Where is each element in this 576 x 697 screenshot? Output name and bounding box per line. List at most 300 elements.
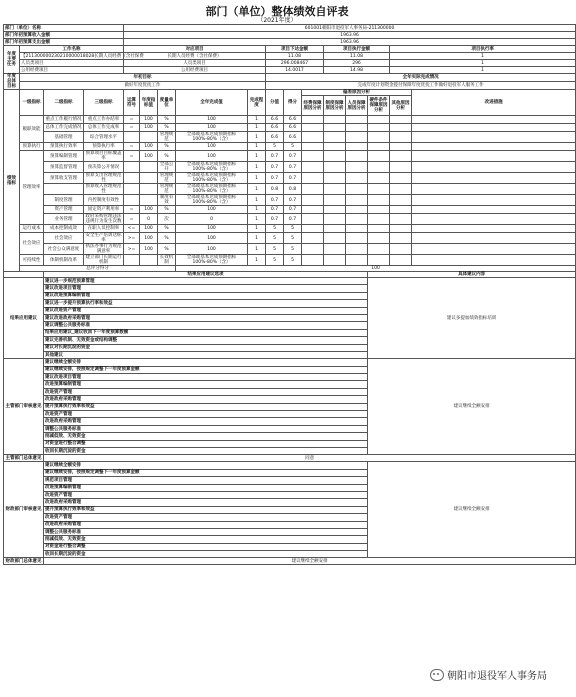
indicator-deviation-cell [346, 151, 368, 162]
indicator-score: 0.8 [284, 184, 302, 195]
indicator-measure-cell [412, 214, 576, 225]
indicator-measure-cell [412, 225, 576, 233]
indicator-l3: 固定资产利用率 [84, 206, 124, 214]
indicator-actual: 全部或基本达成预期指标100%-80%（含） [176, 132, 248, 143]
task-row [4, 60, 576, 67]
indicator-actual: 0 [176, 214, 248, 225]
goal-plan-header: 年初目标 [20, 74, 266, 82]
indicator-deviation-cell [346, 233, 368, 244]
suggestion-option: 改进政府采购管理 [44, 396, 368, 403]
indicator-target [140, 173, 158, 184]
suggestion-content: 建议继续全额安排 [368, 359, 576, 455]
indicator-measure-cell [412, 151, 576, 162]
suggestion-option: 结果应用建议_建议收回下一年度预算数额 [44, 329, 368, 336]
info-row [4, 39, 576, 46]
task-header: 工作名称 [20, 46, 124, 53]
indicator-l2: 社会效应 [44, 233, 84, 244]
indicator-weight: 5 [266, 244, 284, 255]
task-cell-issued: 14.0017 [266, 67, 324, 74]
indicator-deviation-cell [368, 255, 390, 266]
indicator-deviation-cell [324, 151, 346, 162]
indicator-measure-cell [412, 143, 576, 151]
indicator-l2 [44, 184, 84, 195]
suggestion-option: 建议继续安排，按照规定调整下一年度预算金额 [44, 469, 368, 476]
info-row [4, 25, 576, 32]
indicator-header-d3: 人员保障原因分析 [346, 96, 368, 116]
indicator-deviation-cell [346, 162, 368, 173]
indicator-unit: 全部公开 [158, 162, 176, 173]
indicator-l3: 预算支出管理规范性 [85, 173, 122, 183]
indicator-target [140, 255, 158, 266]
indicator-op: <= [124, 225, 140, 233]
indicator-deviation-cell [346, 244, 368, 255]
indicator-l2: 社会公众满意度 [44, 244, 84, 255]
indicator-deviation-cell [390, 184, 412, 195]
indicator-row [4, 214, 576, 225]
indicator-l1: 预算执行 [20, 143, 44, 151]
task-header: 项目执行金额 [324, 46, 390, 53]
indicator-ratio: 1 [248, 151, 266, 162]
indicator-unit: 管理规范 [158, 173, 176, 184]
indicator-actual: 全部或基本达成预期指标100%-80%（含） [176, 162, 248, 173]
indicator-score: 5 [284, 143, 302, 151]
indicator-score: 0.7 [284, 151, 302, 162]
indicator-score: 0.7 [284, 195, 302, 206]
indicator-row [4, 132, 576, 143]
indicator-actual: 100 [176, 124, 248, 132]
indicator-deviation-cell [302, 143, 324, 151]
indicator-l3: 综合管理水平 [84, 132, 124, 143]
indicator-deviation-cell [302, 233, 324, 244]
suggestion-option: 建议继续全额安排 [44, 359, 368, 366]
indicator-measure-cell [412, 162, 576, 173]
indicator-unit: % [158, 116, 176, 124]
indicator-score: 6.6 [284, 116, 302, 124]
suggestion-option: 建议改进预算编制管理 [44, 292, 368, 299]
indicator-unit: 管理规范 [158, 132, 176, 143]
info-label: 部门年初预算收入金额 [4, 32, 124, 39]
indicator-weight: 0.7 [266, 151, 284, 162]
indicator-op: = [124, 214, 140, 225]
indicator-l3: 总体工作完成率 [84, 124, 124, 132]
indicator-target: 100 [140, 116, 158, 124]
indicator-deviation-cell [302, 124, 324, 132]
indicator-weight: 6.6 [266, 124, 284, 132]
indicator-row [4, 162, 576, 173]
indicator-ratio: 1 [248, 214, 266, 225]
indicator-target: 100 [140, 143, 158, 151]
indicator-deviation-cell [368, 233, 390, 244]
task-section-label: 年度主要任务 [4, 46, 20, 74]
indicator-deviation-cell [324, 206, 346, 214]
indicator-deviation-cell [390, 151, 412, 162]
indicator-header-weight: 分值 [266, 90, 284, 116]
suggestion-option: 建议继续全额安排 [44, 462, 368, 469]
indicator-actual: 100 [176, 244, 248, 255]
indicator-unit: 长效机制 [158, 255, 176, 266]
indicator-deviation-cell [324, 255, 346, 266]
indicator-op: = [124, 151, 140, 162]
suggestion-option: 收回长期沉淀的资金 [44, 551, 368, 558]
indicator-deviation-cell [302, 214, 324, 225]
indicator-actual: 100 [176, 206, 248, 214]
indicator-ratio: 1 [248, 255, 266, 266]
indicator-unit: % [158, 225, 176, 233]
task-cell-name: 【211300000230210000018028长期人员经费（含社保费 [21, 53, 144, 59]
suggestion-row [4, 462, 576, 469]
indicator-measure-cell [412, 173, 576, 184]
indicator-deviation-cell [324, 124, 346, 132]
indicator-ratio: 1 [248, 244, 266, 255]
indicator-deviation-cell [390, 206, 412, 214]
suggestion-option: 改进政府采购管理 [44, 499, 368, 506]
watermark-text: 朝阳市退役军人事务局 [447, 671, 547, 682]
indicator-deviation-cell [324, 116, 346, 124]
indicator-op: >= [124, 244, 140, 255]
indicator-actual: 100 [176, 225, 248, 233]
indicator-l2: 预算监督管理 [44, 162, 84, 173]
task-cell-issued: 11.08 [266, 53, 324, 60]
indicator-row [4, 143, 576, 151]
indicator-measure-cell [412, 132, 576, 143]
indicator-score: 5 [284, 244, 302, 255]
indicator-deviation-cell [390, 143, 412, 151]
indicator-header-l2: 二级指标 [44, 90, 84, 116]
indicator-deviation-cell [368, 225, 390, 233]
indicator-op: >= [124, 233, 140, 244]
indicator-target: 100 [140, 244, 158, 255]
indicator-weight: 6.6 [266, 116, 284, 124]
indicator-deviation-cell [346, 124, 368, 132]
suggestion-header-options: 结果应用建议选项 [44, 272, 368, 278]
suggestion-option: 调整公共服务标准 [44, 528, 368, 535]
indicator-l3: 重点工作办结率 [84, 116, 124, 124]
suggestion-option: 建议进一步提升预算执行率和效益 [44, 300, 368, 307]
indicator-l3: 建立部门长期运行机制 [85, 255, 122, 265]
indicator-l3: 预算项目目标覆盖率 [85, 151, 122, 161]
suggestion-option: 改进资产管理 [44, 388, 368, 395]
indicator-measure-cell [412, 124, 576, 132]
indicator-header-row [4, 90, 576, 96]
task-cell-executed: 11.08 [324, 53, 390, 60]
goal-actual-header: 全年实际完成情况 [266, 74, 576, 82]
indicator-weight: 0.7 [266, 173, 284, 184]
indicator-header-measure: 改进措施 [412, 90, 576, 116]
indicator-l1: 履职效能 [20, 116, 44, 143]
indicator-target: 100 [140, 151, 158, 162]
suggestion-option: 改进资产管理 [44, 514, 368, 521]
indicator-deviation-cell [346, 132, 368, 143]
indicator-score: 0.7 [284, 173, 302, 184]
indicator-score: 6.6 [284, 124, 302, 132]
indicator-l3: 政府采购管理违法违规行为发生次数 [85, 214, 122, 224]
indicator-deviation-cell [368, 184, 390, 195]
indicator-row [4, 225, 576, 233]
indicator-l1: 可持续性 [20, 255, 44, 266]
evaluation-table [3, 24, 576, 565]
indicator-deviation-cell [368, 162, 390, 173]
indicator-l3: 内控制度有效性 [84, 195, 124, 206]
indicator-l3: 在职人员控制率 [84, 225, 124, 233]
suggestion-section-label: 结果应用建议 [4, 278, 44, 359]
indicator-deviation-cell [390, 244, 412, 255]
suggestion-option: 调整公共服务标准 [44, 425, 368, 432]
indicator-l2: 体制机制改革 [44, 255, 84, 266]
indicator-header-actual: 全年完成值 [176, 90, 248, 116]
task-cell-name: 公用经费项目 [20, 67, 124, 74]
suggestion-option: 提升预算执行效率和效益 [44, 506, 368, 513]
indicator-l3: 预决算公开情况 [84, 162, 124, 173]
task-cell-executed: 14.98 [324, 67, 390, 74]
indicator-l2: 预算编制管理 [44, 151, 84, 162]
indicator-header-ratio: 完成程度 [248, 90, 266, 116]
indicator-target [140, 132, 158, 143]
indicator-row [4, 244, 576, 255]
suggestion-option: 建议改进资产管理 [44, 307, 368, 314]
indicator-deviation-cell [302, 206, 324, 214]
indicator-deviation-cell [390, 162, 412, 173]
indicator-deviation-cell [324, 244, 346, 255]
suggestion-option: 改进预算编制管理 [44, 381, 368, 388]
indicator-l1: 管理效率 [20, 151, 44, 225]
indicator-weight: 0.8 [266, 184, 284, 195]
indicator-target: 100 [140, 225, 158, 233]
indicator-weight: 0.7 [266, 195, 284, 206]
indicator-ratio: 1 [248, 173, 266, 184]
suggestion-section-label: 财政部门总体意见 [5, 558, 42, 564]
goal-plan-text: 做好年度优抚工作 [20, 82, 266, 90]
indicator-score: 0.7 [284, 206, 302, 214]
indicator-score: 5 [284, 255, 302, 266]
indicator-row [4, 233, 576, 244]
info-value: 1963.96 [124, 39, 576, 46]
indicator-header-l3: 三级指标 [84, 90, 124, 116]
indicator-unit: % [158, 143, 176, 151]
indicator-row [4, 151, 576, 162]
indicator-score: 6.6 [284, 132, 302, 143]
suggestion-option: 提升预算执行效率和效益 [44, 403, 368, 410]
suggestion-option: 改进政府采购管理 [44, 418, 368, 425]
indicator-header-d5: 其他原因分析 [390, 96, 412, 116]
indicator-deviation-cell [346, 184, 368, 195]
indicator-measure-cell [412, 255, 576, 266]
indicator-unit: % [158, 124, 176, 132]
task-row [4, 53, 576, 60]
info-row [4, 32, 576, 39]
indicator-ratio: 1 [248, 195, 266, 206]
indicator-header-target: 年度指标值 [140, 90, 158, 116]
indicator-actual: 全部或基本达成预期指标100%-80%（含） [176, 255, 248, 266]
indicator-l2: 总体工作完成情况 [45, 125, 82, 130]
indicator-ratio: 1 [248, 132, 266, 143]
indicator-unit: 次 [158, 214, 176, 225]
indicator-weight: 0.7 [266, 214, 284, 225]
indicator-op [124, 132, 140, 143]
task-cell-project: 长期人员经费（含社保费） [124, 53, 266, 60]
indicator-weight: 5 [266, 233, 284, 244]
suggestion-option: 建议改进项目管理 [44, 374, 368, 381]
indicator-unit: % [158, 151, 176, 162]
indicator-ratio: 1 [248, 206, 266, 214]
indicator-row [4, 173, 576, 184]
indicator-deviation-cell [368, 173, 390, 184]
suggestion-option: 建议改进项目管理 [44, 285, 368, 292]
suggestion-option: 削减低效、无效资金 [44, 536, 368, 543]
info-value: 1963.96 [124, 32, 576, 39]
task-row [4, 67, 576, 74]
suggestion-content: 建议多提加绩效指标培训 [368, 278, 576, 359]
indicator-deviation-cell [390, 255, 412, 266]
indicator-row [4, 124, 576, 132]
indicator-deviation-cell [324, 195, 346, 206]
indicator-weight: 5 [266, 225, 284, 233]
suggestion-option: 改进预算编制管理 [44, 484, 368, 491]
indicator-op [124, 195, 140, 206]
indicator-op [124, 162, 140, 173]
suggestion-option: 规范项目管理 [44, 477, 368, 484]
suggestion-option: 其他建议 [44, 351, 368, 358]
suggestion-section-label: 主管部门审核意见 [4, 359, 44, 455]
indicator-op [124, 255, 140, 266]
indicator-row [4, 116, 576, 124]
indicator-l2: 基础管理 [44, 132, 84, 143]
suggestion-header-content: 具体建议内容 [368, 272, 576, 278]
indicator-deviation-cell [368, 151, 390, 162]
indicator-deviation-cell [302, 195, 324, 206]
indicator-deviation-cell [346, 225, 368, 233]
indicator-deviation-cell [302, 162, 324, 173]
indicator-deviation-cell [346, 255, 368, 266]
indicator-deviation-cell [324, 132, 346, 143]
indicator-actual: 100 [176, 143, 248, 151]
indicator-deviation-cell [324, 173, 346, 184]
indicator-op: = [124, 143, 140, 151]
indicator-unit: % [158, 233, 176, 244]
indicator-op: = [124, 124, 140, 132]
task-header: 项目下达金额 [266, 46, 324, 53]
suggestion-option: 改进资产管理 [44, 411, 368, 418]
indicator-header-d1: 经费保障原因分析 [302, 96, 324, 116]
suggestion-option: 对资金进行整合调整 [44, 440, 368, 447]
goal-section-label: 年度总体目标 [4, 74, 20, 90]
indicator-ratio: 1 [248, 233, 266, 244]
indicator-deviation-cell [346, 116, 368, 124]
suggestion-option: 改进政府采购管理 [44, 521, 368, 528]
indicator-total-value: 100 [176, 266, 576, 272]
indicator-deviation-cell [390, 124, 412, 132]
suggestion-option: 对资金进行整合调整 [44, 543, 368, 550]
indicator-section-label: 绩效指标 [4, 90, 20, 272]
indicator-deviation-cell [302, 225, 324, 233]
suggestion-option: 削减低效、无效资金 [44, 433, 368, 440]
indicator-header-l1: 一级指标 [20, 90, 44, 116]
indicator-deviation-cell [324, 214, 346, 225]
indicator-measure-cell [412, 195, 576, 206]
watermark [427, 666, 550, 683]
indicator-deviation-cell [368, 214, 390, 225]
indicator-deviation-cell [390, 132, 412, 143]
indicator-l2: 成本控制成效 [44, 225, 84, 233]
indicator-l3: 预算收入管理规范性 [85, 184, 122, 194]
indicator-op [124, 184, 140, 195]
indicator-deviation-cell [368, 195, 390, 206]
indicator-actual: 全部或基本达成预期指标100%-80%（含） [176, 195, 248, 206]
task-cell-rate: 1 [390, 67, 576, 74]
task-cell-project: 人员类项目 [124, 60, 266, 67]
suggestion-content: 同意 [44, 455, 576, 462]
suggestion-row [4, 278, 576, 285]
indicator-l2: 预算执行效率 [44, 143, 84, 151]
indicator-deviation-cell [324, 143, 346, 151]
indicator-l3: 执法办事行为规范满意率 [85, 244, 122, 254]
indicator-score: 0.7 [284, 162, 302, 173]
indicator-ratio: 1 [248, 184, 266, 195]
indicator-deviation-cell [390, 225, 412, 233]
indicator-row [4, 184, 576, 195]
indicator-unit: 制度有效 [158, 195, 176, 206]
indicator-actual: 全部或基本达成预期指标100%-80%（含） [176, 173, 248, 184]
indicator-actual: 100 [176, 116, 248, 124]
indicator-ratio: 1 [248, 225, 266, 233]
info-label: 部门（单位）名称 [4, 25, 124, 32]
indicator-row [4, 195, 576, 206]
suggestion-content: 建议继续全额安排 [44, 558, 576, 565]
task-header: 对应项目 [124, 46, 266, 53]
indicator-row [4, 255, 576, 266]
indicator-header-d2: 制度保障原因分析 [324, 96, 346, 116]
indicator-header-unit: 度量单位 [158, 90, 176, 116]
indicator-deviation-cell [368, 132, 390, 143]
suggestion-row [4, 359, 576, 366]
suggestion-option: 收回长期沉淀的资金 [44, 447, 368, 454]
indicator-l2: 制度管理 [44, 195, 84, 206]
indicator-measure-cell [412, 184, 576, 195]
indicator-target: 100 [140, 233, 158, 244]
indicator-ratio: 1 [248, 143, 266, 151]
indicator-target [140, 162, 158, 173]
indicator-measure-cell [412, 244, 576, 255]
indicator-deviation-cell [390, 214, 412, 225]
suggestion-section-label: 主管部门总体意见 [5, 455, 42, 461]
indicator-deviation-cell [324, 233, 346, 244]
indicator-deviation-cell [390, 195, 412, 206]
indicator-target: 100 [140, 124, 158, 132]
indicator-measure-cell [412, 233, 576, 244]
indicator-measure-cell [412, 206, 576, 214]
indicator-deviation-cell [390, 173, 412, 184]
task-cell-project: 公用经费项目 [124, 67, 266, 74]
indicator-header-op: 运算符号 [124, 90, 140, 116]
task-cell-rate: 1 [390, 53, 576, 60]
indicator-deviation-cell [324, 162, 346, 173]
evaluation-table-wrap [3, 24, 551, 565]
indicator-l2: 重点工作履行情况 [45, 117, 82, 122]
indicator-weight: 5 [266, 143, 284, 151]
indicator-weight: 0.7 [266, 162, 284, 173]
indicator-deviation-cell [302, 132, 324, 143]
indicator-target: 100 [140, 206, 158, 214]
indicator-header-score: 得分 [284, 90, 302, 116]
suggestion-option: 建议对长期沉淀的资金 [44, 344, 368, 351]
task-cell-issued: 296.008467 [266, 60, 324, 67]
indicator-header-d4: 硬件条件保障原因分析 [368, 96, 390, 116]
wechat-icon [430, 669, 444, 681]
indicator-target [140, 184, 158, 195]
indicator-deviation-cell [324, 184, 346, 195]
suggestion-row [4, 455, 576, 462]
indicator-ratio: 1 [248, 124, 266, 132]
goal-row [4, 82, 576, 90]
